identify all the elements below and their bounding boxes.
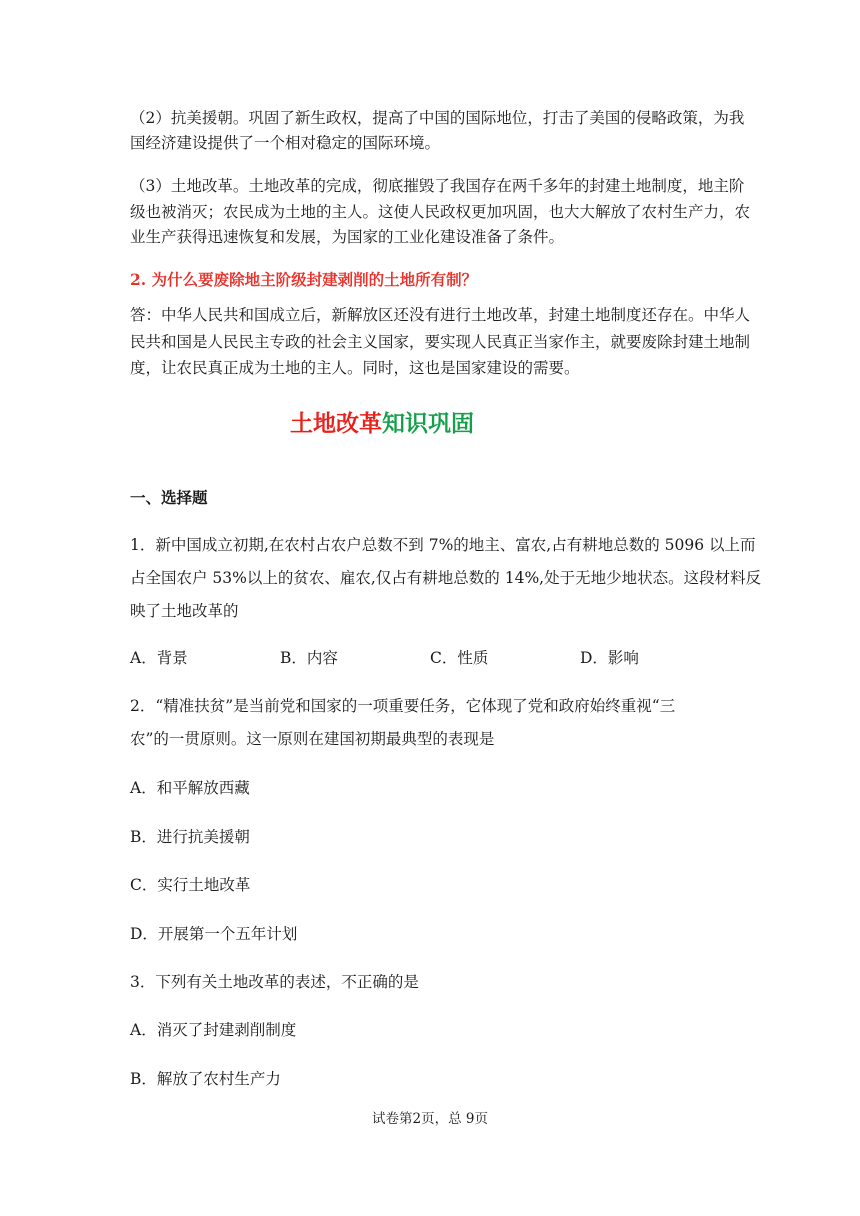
review-p3-line-1: （3）土地改革。土地改革的完成，彻底摧毁了我国存在两千多年的封建土地制度，地主阶 bbox=[130, 177, 745, 195]
review-q2-title: 2. 为什么要废除地主阶级封建剥削的土地所有制？ bbox=[130, 270, 478, 289]
review-q2-answer-line-3: 度，让农民真正成为土地的主人。同时，这也是国家建设的需要。 bbox=[130, 359, 580, 377]
review-q2-answer-line-1: 答：中华人民共和国成立后，新解放区还没有进行土地改革，封建土地制度还存在。中华人 bbox=[130, 306, 751, 324]
section-title: 一、选择题 bbox=[130, 488, 208, 507]
q1-line-1: 1．新中国成立初期,在农村占农户总数不到 7%的地主、富农,占有耕地总数的 5096 以上而 bbox=[130, 536, 756, 554]
q2-option-d: D．开展第一个五年计划 bbox=[130, 925, 298, 943]
q1-option-c: C．性质 bbox=[430, 649, 489, 667]
q3-option-a: A．消灭了封建剥削制度 bbox=[130, 1021, 297, 1039]
q3-option-b: B．解放了农村生产力 bbox=[130, 1070, 281, 1088]
review-p2-line-2: 国经济建设提供了一个相对稳定的国际环境。 bbox=[130, 134, 441, 152]
section-heading-part2: 知识巩固 bbox=[382, 411, 474, 437]
q2-option-c: C．实行土地改革 bbox=[130, 876, 251, 894]
section-heading bbox=[290, 405, 474, 438]
section-heading-part1: 土地改革 bbox=[290, 411, 382, 437]
review-q2-answer-line-2: 民共和国是人民民主专政的社会主义国家，要实现人民真正当家作主，就要废除封建土地制 bbox=[130, 333, 751, 351]
review-p2-line-1: （2）抗美援朝。巩固了新生政权，提高了中国的国际地位，打击了美国的侵略政策，为我 bbox=[130, 109, 745, 127]
page-footer: 试卷第2页，总 9页 bbox=[372, 1111, 488, 1127]
q1-option-a: A．背景 bbox=[130, 649, 188, 667]
review-p3-line-3: 业生产获得迅速恢复和发展，为国家的工业化建设准备了条件。 bbox=[130, 228, 565, 246]
q1-option-b: B．内容 bbox=[280, 649, 338, 667]
q2-line-1: 2．“精准扶贫”是当前党和国家的一项重要任务，它体现了党和政府始终重视“三 bbox=[130, 697, 676, 715]
q2-line-2: 农”的一贯原则。这一原则在建国初期最典型的表现是 bbox=[130, 730, 495, 748]
q2-option-a: A．和平解放西藏 bbox=[130, 779, 250, 797]
q1-option-d: D．影响 bbox=[580, 649, 639, 667]
q3-line-1: 3．下列有关土地改革的表述，不正确的是 bbox=[130, 973, 419, 991]
q1-line-2: 占全国农户 53%以上的贫农、雇农,仅占有耕地总数的 14%,处于无地少地状态。这段材料反 bbox=[130, 569, 762, 587]
q2-option-b: B．进行抗美援朝 bbox=[130, 828, 250, 846]
q1-line-3: 映了土地改革的 bbox=[130, 602, 239, 620]
review-p3-line-2: 级也被消灭；农民成为土地的主人。这使人民政权更加巩固，也大大解放了农村生产力，农 bbox=[130, 203, 751, 221]
